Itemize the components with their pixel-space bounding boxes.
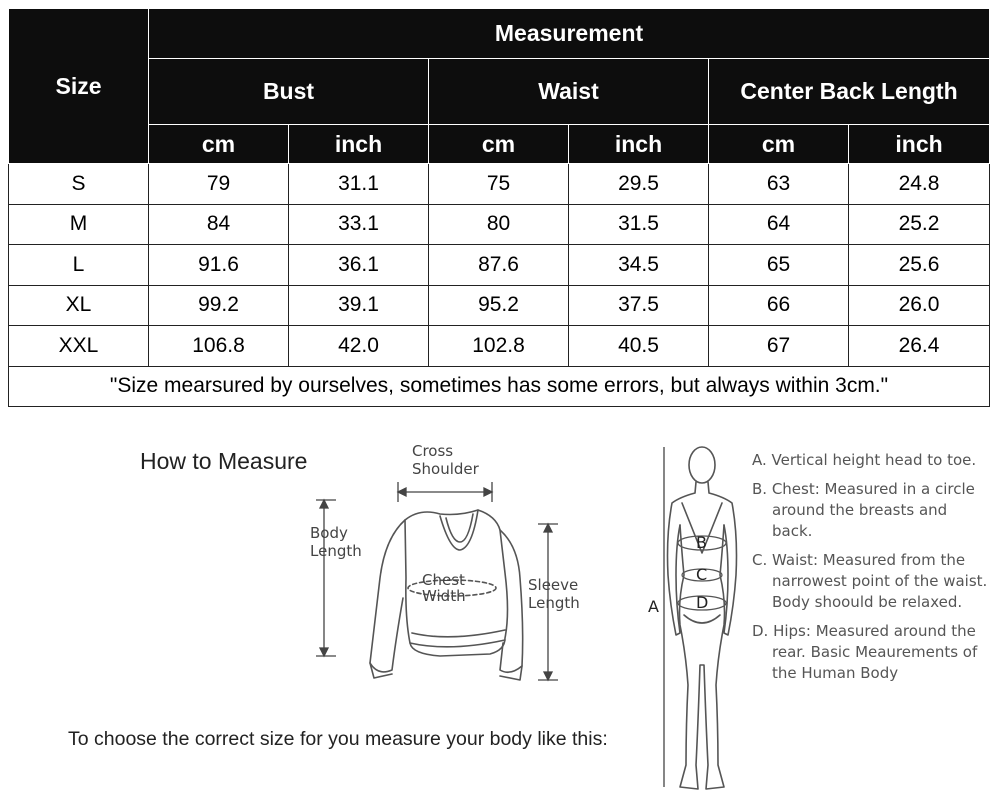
measurement-notes — [752, 450, 992, 692]
bust-header: Bust — [149, 59, 429, 125]
size-cell: M — [9, 204, 149, 245]
value-cell: 42.0 — [289, 326, 429, 367]
sweater-diagram — [300, 438, 630, 698]
figure-label-b: B — [696, 533, 707, 552]
unit-header: cm — [429, 125, 569, 164]
unit-header: cm — [709, 125, 849, 164]
size-header: Size — [9, 9, 149, 164]
note-waist: C. Waist: Measured from the narrowest point of the waist. Body shoould be relaxed. — [752, 551, 988, 611]
value-cell: 75 — [429, 164, 569, 205]
value-cell: 39.1 — [289, 285, 429, 326]
value-cell: 106.8 — [149, 326, 289, 367]
value-cell: 36.1 — [289, 245, 429, 286]
how-to-measure-section — [0, 420, 1000, 809]
value-cell: 63 — [709, 164, 849, 205]
value-cell: 26.0 — [849, 285, 990, 326]
value-cell: 79 — [149, 164, 289, 205]
value-cell: 102.8 — [429, 326, 569, 367]
value-cell: 87.6 — [429, 245, 569, 286]
value-cell: 66 — [709, 285, 849, 326]
figure-label-a: A — [648, 597, 659, 616]
note-chest: B. Chest: Measured in a circle around the breasts and back. — [752, 480, 975, 540]
note-height: A. Vertical height head to toe. — [752, 451, 977, 469]
body-length-label: Length — [310, 542, 362, 560]
value-cell: 25.2 — [849, 204, 990, 245]
size-cell: XXL — [9, 326, 149, 367]
unit-header: inch — [569, 125, 709, 164]
center-back-length-header: Center Back Length — [709, 59, 990, 125]
value-cell: 31.5 — [569, 204, 709, 245]
value-cell: 64 — [709, 204, 849, 245]
size-chart-table — [8, 8, 990, 407]
size-cell: XL — [9, 285, 149, 326]
table-row — [9, 285, 990, 326]
instruction-text: To choose the correct size for you measure your body like this: — [68, 728, 608, 750]
value-cell: 91.6 — [149, 245, 289, 286]
body-length-label: Body — [310, 524, 348, 542]
waist-header: Waist — [429, 59, 709, 125]
value-cell: 99.2 — [149, 285, 289, 326]
measurement-header: Measurement — [149, 9, 990, 59]
table-row — [9, 204, 990, 245]
sleeve-length-label: Sleeve — [528, 576, 579, 594]
note-hips: D. Hips: Measured around the rear. Basic Meaurements of the Human Body — [752, 622, 978, 682]
unit-header: cm — [149, 125, 289, 164]
size-cell: S — [9, 164, 149, 205]
unit-header: inch — [849, 125, 990, 164]
value-cell: 31.1 — [289, 164, 429, 205]
figure-label-d: D — [696, 593, 709, 612]
value-cell: 29.5 — [569, 164, 709, 205]
cross-shoulder-label: Shoulder — [412, 460, 479, 478]
value-cell: 67 — [709, 326, 849, 367]
value-cell: 24.8 — [849, 164, 990, 205]
value-cell: 95.2 — [429, 285, 569, 326]
value-cell: 37.5 — [569, 285, 709, 326]
value-cell: 34.5 — [569, 245, 709, 286]
value-cell: 40.5 — [569, 326, 709, 367]
value-cell: 84 — [149, 204, 289, 245]
value-cell: 80 — [429, 204, 569, 245]
sleeve-length-label: Length — [528, 594, 580, 612]
chest-width-label: Chest — [422, 571, 465, 589]
figure-label-c: C — [696, 565, 708, 584]
body-figure-diagram — [640, 435, 750, 807]
cross-shoulder-label: Cross — [412, 442, 454, 460]
how-to-measure-title: How to Measure — [140, 448, 308, 474]
table-row — [9, 326, 990, 367]
measurement-note: "Size mearsured by ourselves, sometimes has some errors, but always within 3cm." — [9, 366, 990, 407]
value-cell: 26.4 — [849, 326, 990, 367]
table-row — [9, 164, 990, 205]
value-cell: 25.6 — [849, 245, 990, 286]
size-cell: L — [9, 245, 149, 286]
value-cell: 65 — [709, 245, 849, 286]
chest-width-label: Width — [422, 587, 466, 605]
unit-header: inch — [289, 125, 429, 164]
value-cell: 33.1 — [289, 204, 429, 245]
table-row — [9, 245, 990, 286]
